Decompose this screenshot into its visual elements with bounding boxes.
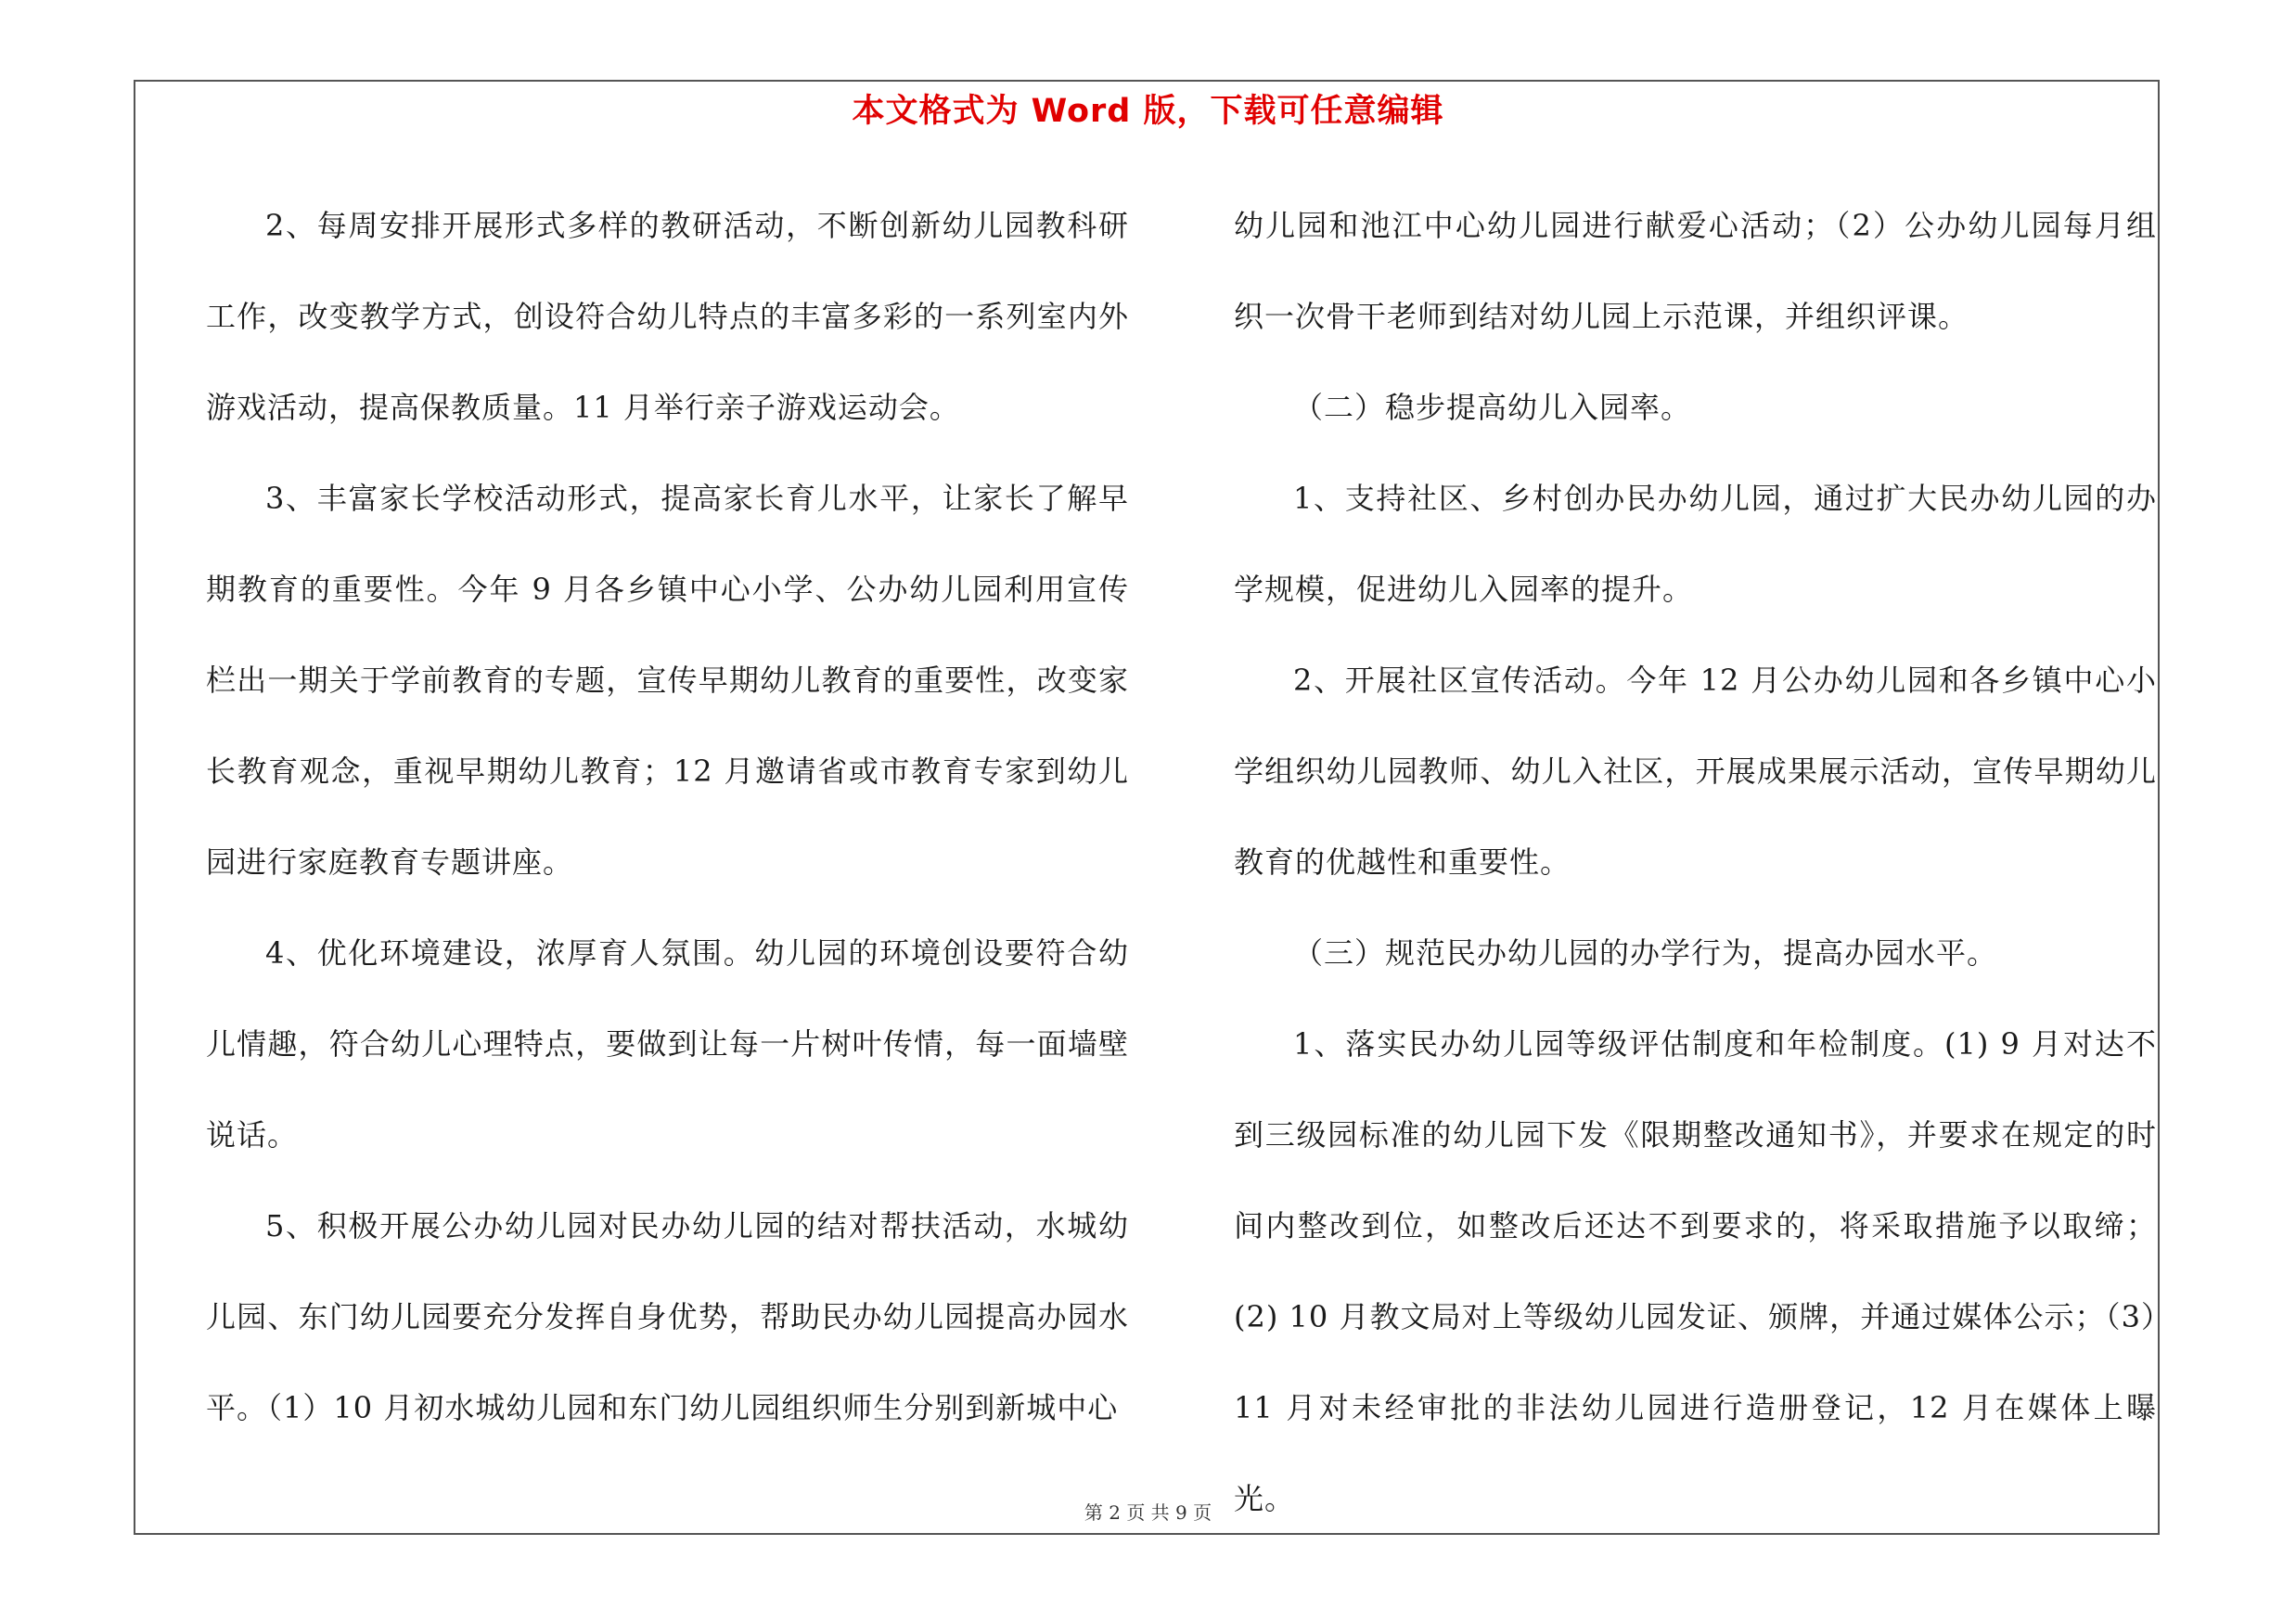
section-heading: （二）稳步提高幼儿入园率。 — [1293, 390, 1692, 425]
section-heading: （三）规范民办幼儿园的办学行为，提高办园水平。 — [1293, 935, 1998, 971]
format-notice-banner: 本文格式为 Word 版，下载可任意编辑 — [852, 93, 1444, 130]
left-text-column — [206, 180, 1129, 1453]
page-number-footer: 第 2 页 共 9 页 — [1084, 1501, 1212, 1524]
paragraph: 幼儿园和池江中心幼儿园进行献爱心活动；（2）公办幼儿园每月组织一次骨干老师到结对幼儿园上示范课，并组织评课。 — [1234, 208, 2157, 334]
paragraph: 5、积极开展公办幼儿园对民办幼儿园的结对帮扶活动，水城幼儿园、东门幼儿园要充分发挥自身优势，帮助民办幼儿园提高办园水平。（1）10 月初水城幼儿园和东门幼儿园组织师生分别到新城中心 — [206, 1208, 1129, 1425]
paragraph: 2、每周安排开展形式多样的教研活动，不断创新幼儿园教科研工作，改变教学方式，创设符合幼儿特点的丰富多彩的一系列室内外游戏活动，提高保教质量。11 月举行亲子游戏运动会。 — [206, 208, 1129, 425]
paragraph: 1、落实民办幼儿园等级评估制度和年检制度。(1) 9 月对达不到三级园标准的幼儿园下发《限期整改通知书》，并要求在规定的时间内整改到位，如整改后还达不到要求的，将采取措施予以取缔；(2) 10 月教文局对上等级幼儿园发证、颁牌，并通过媒体公示；（3）11 月对未经审批的非法幼儿园进行造册登记，12 月在媒体上曝光。 — [1234, 1026, 2157, 1516]
paragraph: 1、支持社区、乡村创办民办幼儿园，通过扩大民办幼儿园的办学规模，促进幼儿入园率的提升。 — [1234, 481, 2157, 607]
right-text-column — [1234, 180, 2157, 1544]
paragraph: 2、开展社区宣传活动。今年 12 月公办幼儿园和各乡镇中心小学组织幼儿园教师、幼儿入社区，开展成果展示活动，宣传早期幼儿教育的优越性和重要性。 — [1234, 663, 2157, 880]
paragraph: 3、丰富家长学校活动形式，提高家长育儿水平，让家长了解早期教育的重要性。今年 9 月各乡镇中心小学、公办幼儿园利用宣传栏出一期关于学前教育的专题，宣传早期幼儿教育的重要性，改变家长教育观念，重视早期幼儿教育；12 月邀请省或市教育专家到幼儿园进行家庭教育专题讲座。 — [206, 481, 1129, 880]
paragraph: 4、优化环境建设，浓厚育人氛围。幼儿园的环境创设要符合幼儿情趣，符合幼儿心理特点，要做到让每一片树叶传情，每一面墙壁说话。 — [206, 935, 1129, 1153]
